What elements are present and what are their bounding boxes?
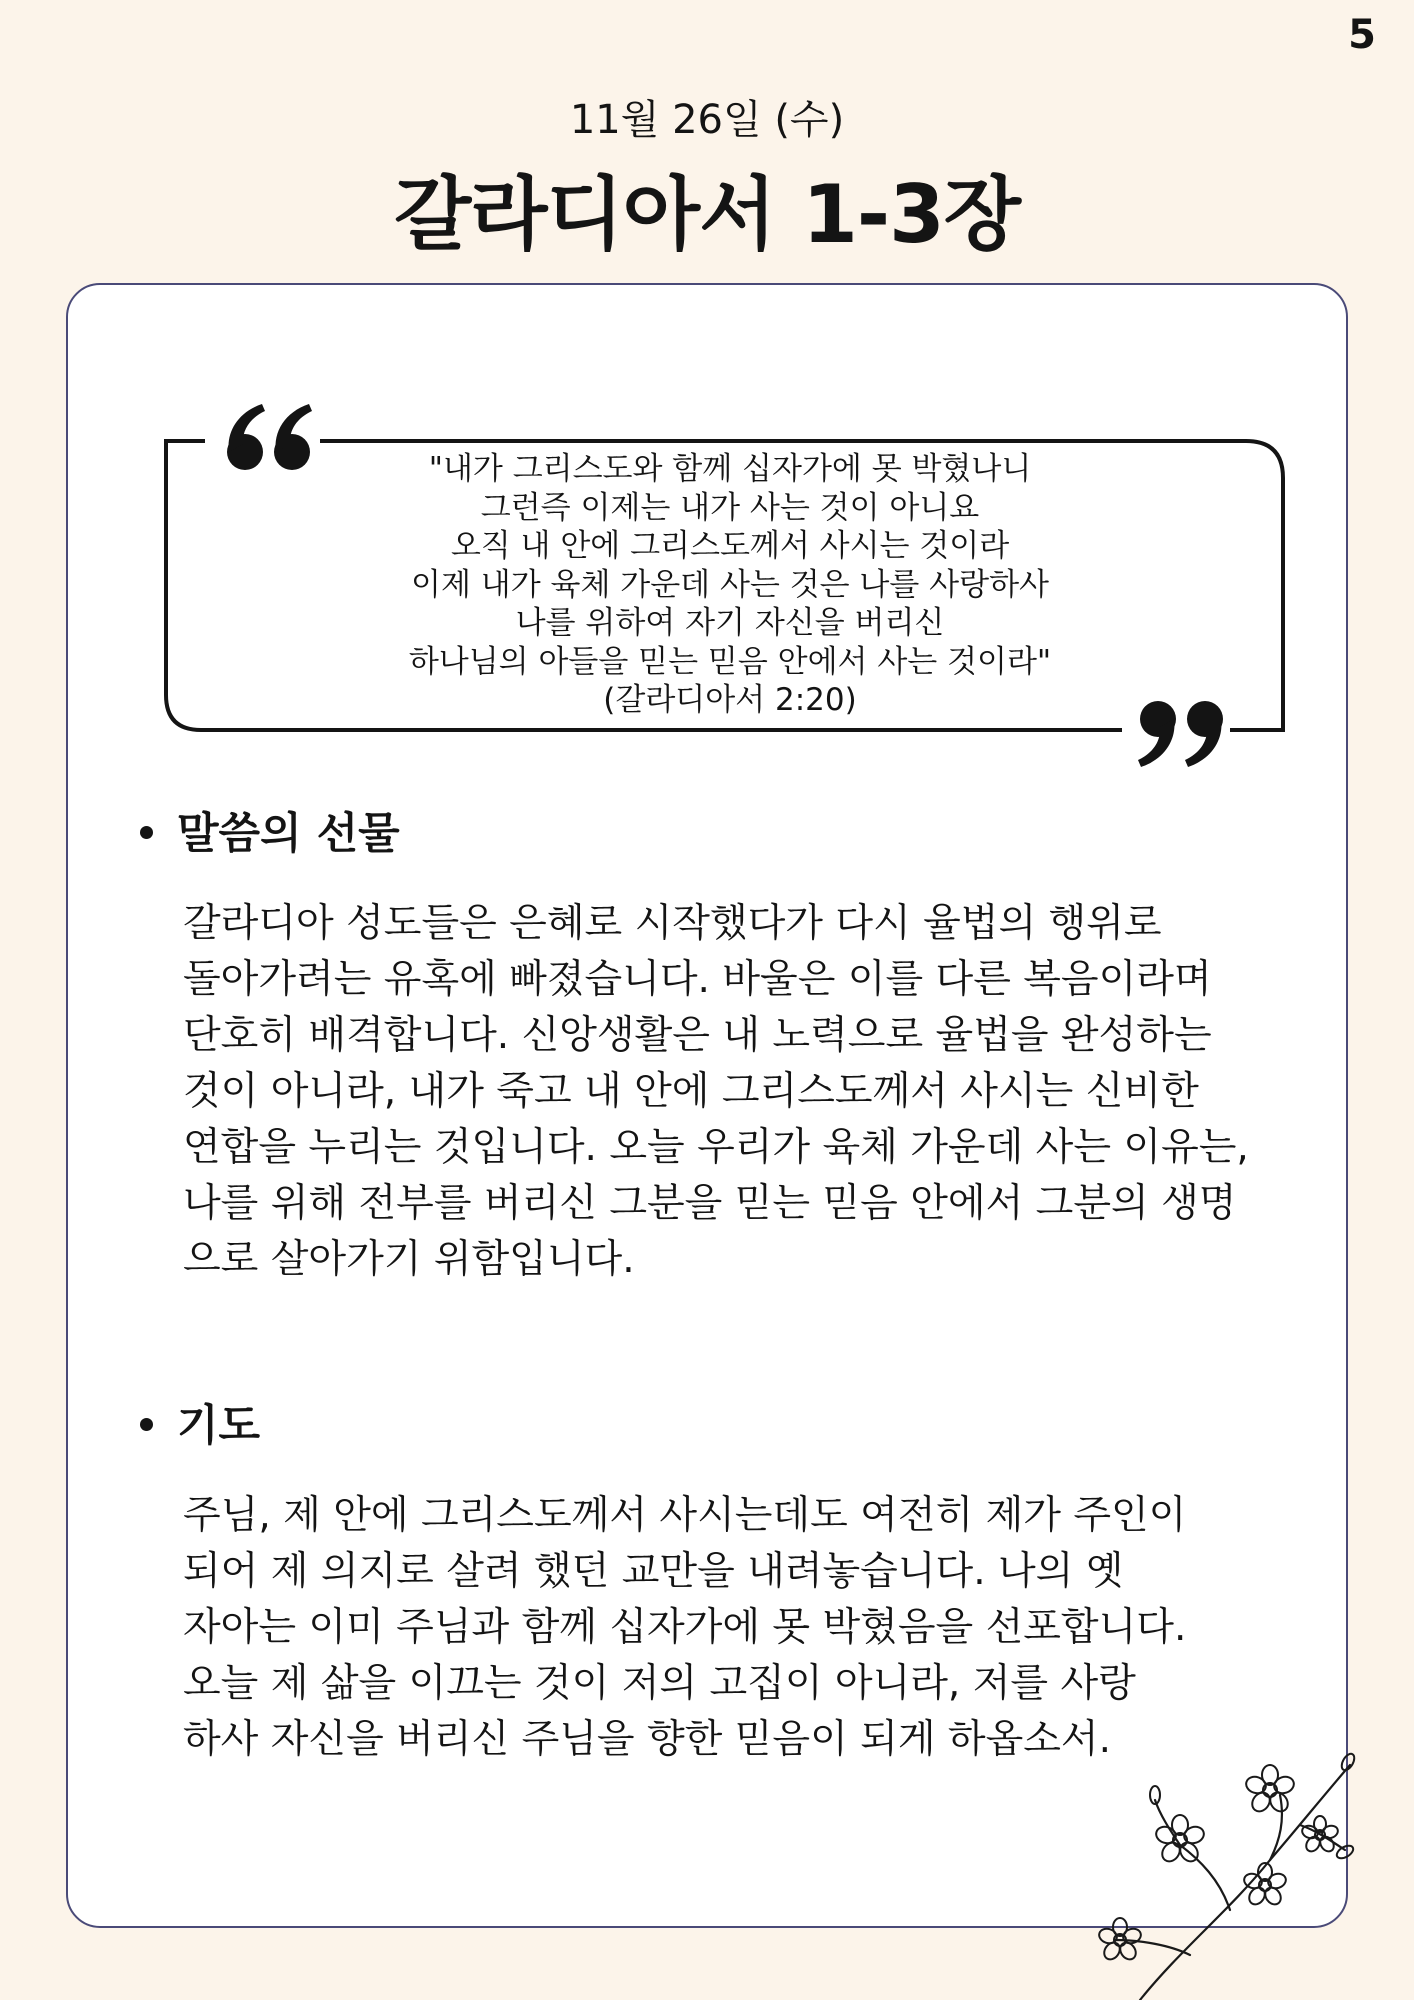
- section-heading-prayer: [140, 1392, 260, 1453]
- paragraph-line: 오늘 제 삶을 이끄는 것이 저의 고집이 아니라, 저를 사랑: [183, 1661, 1136, 1706]
- paragraph-line: 연합을 누리는 것입니다. 오늘 우리가 육체 가운데 사는 이유는,: [183, 1125, 1249, 1170]
- cherry-blossom-branch-icon: [1030, 1740, 1370, 2000]
- paragraph-line: 것이 아니라, 내가 죽고 내 안에 그리스도께서 사시는 신비한: [183, 1069, 1199, 1114]
- section-heading-label: 기도: [177, 1401, 261, 1451]
- paragraph-line: 으로 살아가기 위함입니다.: [183, 1237, 635, 1282]
- paragraph-line: 갈라디아 성도들은 은혜로 시작했다가 다시 율법의 행위로: [183, 901, 1162, 946]
- date-heading: 11월 26일 (수): [569, 97, 845, 143]
- quote-line: 오직 내 안에 그리스도께서 사시는 것이라: [450, 528, 1010, 564]
- paragraph-line: 되어 제 의지로 살려 했던 교만을 내려놓습니다. 나의 옛: [183, 1549, 1124, 1594]
- quote-line: 이제 내가 육체 가운데 사는 것은 나를 사랑하사: [411, 566, 1049, 603]
- page-title: 갈라디아서 1-3장: [393, 168, 1021, 261]
- section-heading-label: 말씀의 선물: [177, 809, 400, 859]
- quote-line: 나를 위하여 자기 자신을 버리신: [515, 605, 945, 641]
- paragraph-line: 하사 자신을 버리신 주님을 향한 믿음이 되게 하옵소서.: [183, 1717, 1112, 1762]
- page-number: 5: [1348, 12, 1376, 58]
- bullet-dot-icon: [140, 826, 153, 839]
- quote-reference: (갈라디아서 2:20): [603, 682, 857, 718]
- bullet-dot-icon: [140, 1418, 153, 1431]
- scripture-quote: [300, 450, 1160, 720]
- quote-line: 하나님의 아들을 믿는 믿음 안에서 사는 것이라": [408, 643, 1052, 680]
- paragraph-line: 주님, 제 안에 그리스도께서 사시는데도 여전히 제가 주인이: [183, 1493, 1187, 1538]
- section-body-prayer: [183, 1488, 1186, 1768]
- section-heading-word-gift: [140, 800, 400, 861]
- paragraph-line: 자아는 이미 주님과 함께 십자가에 못 박혔음을 선포합니다.: [183, 1605, 1187, 1650]
- paragraph-line: 단호히 배격합니다. 신앙생활은 내 노력으로 율법을 완성하는: [183, 1013, 1212, 1058]
- paragraph-line: 나를 위해 전부를 버리신 그분을 믿는 믿음 안에서 그분의 생명: [183, 1181, 1237, 1226]
- paragraph-line: 돌아가려는 유혹에 빠졌습니다. 바울은 이를 다른 복음이라며: [183, 957, 1212, 1002]
- section-body-word-gift: [183, 896, 1249, 1288]
- quote-line: 그런즉 이제는 내가 사는 것이 아니요: [480, 489, 980, 526]
- quote-line: "내가 그리스도와 함께 십자가에 못 박혔나니: [428, 451, 1032, 487]
